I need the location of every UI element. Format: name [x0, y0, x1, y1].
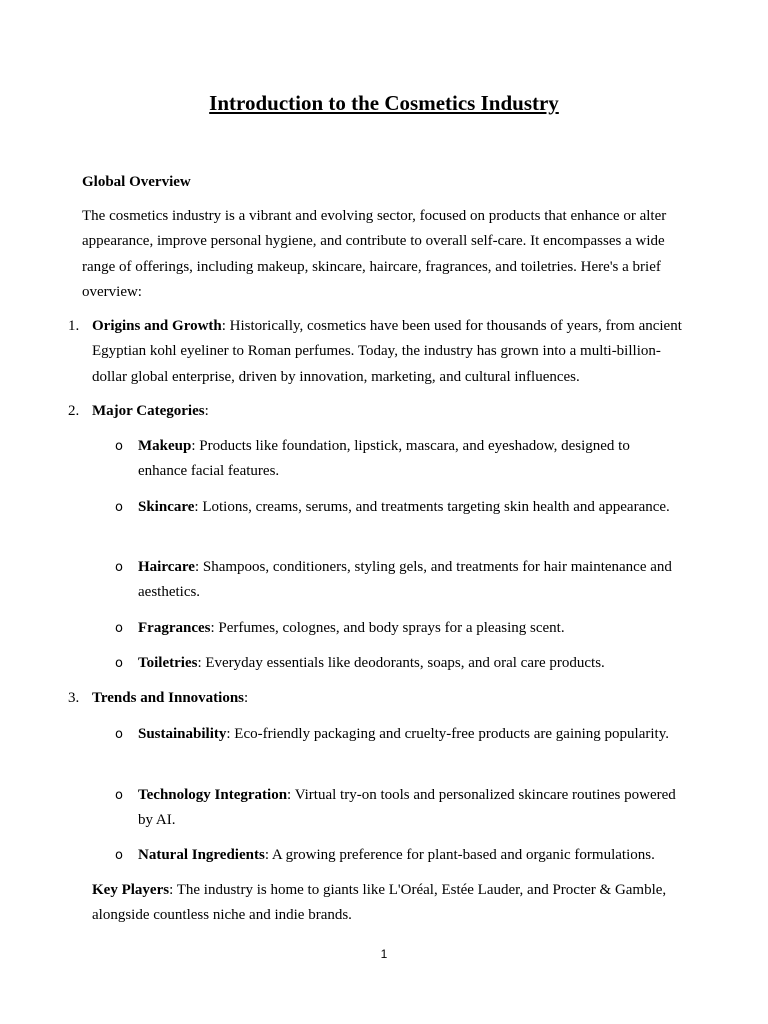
sub-term: Sustainability: [138, 726, 227, 742]
sub-term: Technology Integration: [138, 787, 288, 803]
intro-paragraph: The cosmetics industry is a vibrant and evolving sector, focused on products that enhance or alter appearance, improve personal hygiene, and contribute to overall self-care. It encompasses a wide range of offerings, including makeup, skincare, haircare, fragrances, and toiletries. Here's a brief overview:: [82, 208, 667, 300]
list-number: 3.: [68, 690, 80, 706]
sub-term: Skincare: [138, 499, 195, 515]
list-number: 2.: [68, 403, 80, 419]
sub-list-item: [115, 434, 678, 485]
sub-list-item: [115, 843, 678, 868]
list-term: Origins and Growth: [92, 318, 222, 334]
bullet-marker: o: [115, 656, 123, 671]
sub-text: : Everyday essentials like deodorants, soaps, and oral care products.: [197, 655, 605, 671]
sub-list-item: [115, 722, 678, 747]
sub-list-item: [115, 651, 678, 676]
sub-list-item: [115, 783, 678, 834]
bullet-marker: o: [115, 500, 123, 515]
bullet-marker: o: [115, 848, 123, 863]
section-heading: Global Overview: [82, 174, 191, 190]
sub-term: Makeup: [138, 438, 192, 454]
list-text: :: [244, 690, 249, 706]
list-term: Trends and Innovations: [92, 690, 245, 706]
list-text: : Historically, cosmetics have been used for thousands of years, from ancient Egyptian kohl eyeliner to Roman perfumes. Today, the industry has grown into a multi-billion-dollar global enterprise, driven by innovation, marketing, and cultural influences.: [92, 318, 682, 385]
sub-list-item: [115, 495, 678, 520]
page-title: Introduction to the Cosmetics Industry: [209, 91, 559, 115]
key-players-term: Key Players: [92, 882, 170, 898]
sub-text: : Virtual try-on tools and personalized skincare routines powered by AI.: [138, 787, 676, 829]
sub-text: : Perfumes, colognes, and body sprays for a pleasing scent.: [210, 620, 565, 636]
list-item: [68, 314, 692, 390]
sub-text: : A growing preference for plant-based and organic formulations.: [264, 847, 655, 863]
key-players-paragraph: [92, 878, 692, 929]
sub-term: Toiletries: [138, 655, 198, 671]
sub-text: : Products like foundation, lipstick, mascara, and eyeshadow, designed to enhance facial features.: [138, 438, 630, 480]
bullet-marker: o: [115, 621, 123, 636]
sub-term: Natural Ingredients: [138, 847, 265, 863]
sub-list-item: [115, 616, 678, 641]
list-item: [68, 399, 692, 424]
sub-list-item: [115, 555, 678, 606]
sub-text: : Shampoos, conditioners, styling gels, and treatments for hair maintenance and aesthetics.: [138, 559, 672, 601]
page-number: 1: [380, 947, 388, 961]
sub-term: Haircare: [138, 559, 195, 575]
sub-text: : Eco-friendly packaging and cruelty-free products are gaining popularity.: [226, 726, 669, 742]
list-item: [68, 686, 692, 711]
bullet-marker: o: [115, 727, 123, 742]
list-term: Major Categories: [92, 403, 205, 419]
bullet-marker: o: [115, 439, 123, 454]
list-text: :: [204, 403, 209, 419]
sub-term: Fragrances: [138, 620, 211, 636]
list-number: 1.: [68, 318, 80, 334]
bullet-marker: o: [115, 788, 123, 803]
sub-text: : Lotions, creams, serums, and treatments targeting skin health and appearance.: [194, 499, 670, 515]
key-players-text: : The industry is home to giants like L'Oréal, Estée Lauder, and Procter & Gamble, alongside countless niche and indie brands.: [92, 882, 667, 924]
bullet-marker: o: [115, 560, 123, 575]
